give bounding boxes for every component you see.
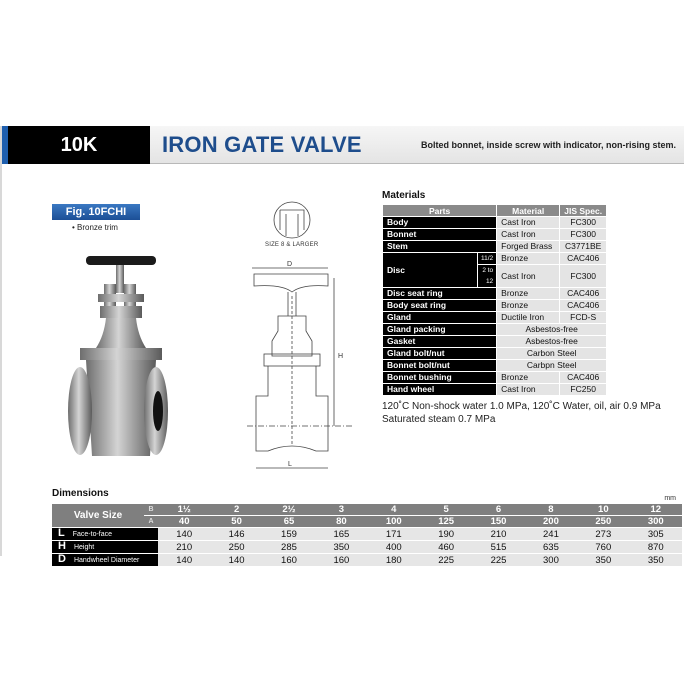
table-row: Body Cast Iron FC300 (383, 217, 606, 228)
page-title: IRON GATE VALVE (162, 131, 362, 157)
table-row: Gland Ductile Iron FCD-S (383, 312, 606, 323)
table-row: Hand wheel Cast Iron FC250 (383, 384, 606, 395)
valve-size-header: Valve Size (52, 504, 144, 527)
table-row: L Face-to-face 140 146 159 165 171 190 210 241 273 305 (52, 528, 682, 540)
dimensions-table: Valve Size B 1½ 2 2½ 3 4 5 6 8 10 12 A 40 50 65 80 100 125 150 200 250 300 L Face-to-face 140 146 159 165 171 190 210 241 273 305 H Height 210 250 285 350 400 460 515 635 760 870 D Handwheel Diameter 140 140 160 160 180 225 225 300 350 350 (52, 503, 682, 567)
table-row: Bonnet bolt/nut Carbpn Steel (383, 360, 606, 371)
pressure-class: 10K (2, 126, 150, 164)
figure-note: • Bronze trim (72, 223, 118, 232)
header-bar (2, 126, 684, 164)
svg-text:H: H (338, 353, 344, 360)
figure-badge: Fig. 10FCHI (52, 204, 140, 220)
pressure-line-2: Saturated steam 0.7 MPa (382, 414, 496, 425)
detail-label: SIZE 8 & LARGER (265, 242, 319, 248)
table-row: Bonnet bushing Bronze CAC406 (383, 372, 606, 383)
table-row: H Height 210 250 285 350 400 460 515 635 760 870 (52, 541, 682, 553)
pressure-rating (382, 400, 661, 426)
table-row: Disc 11/2 Bronze CAC406 (383, 253, 606, 264)
table-row: Gasket Asbestos-free (383, 336, 606, 347)
materials-title: Materials (382, 190, 426, 201)
table-row: Body seat ring Bronze CAC406 (383, 300, 606, 311)
materials-table (382, 204, 607, 396)
col-spec: JIS Spec. (560, 205, 606, 216)
catalog-sheet (0, 126, 682, 566)
dimensions-unit: mm (664, 495, 676, 502)
gate-valve-photo-icon (68, 256, 168, 476)
dimensions-title: Dimensions (52, 488, 109, 499)
col-material: Material (497, 205, 559, 216)
table-row: Gland bolt/nut Carbon Steel (383, 348, 606, 359)
table-row: Gland packing Asbestos-free (383, 324, 606, 335)
header-title-area (150, 126, 684, 164)
table-row: Bonnet Cast Iron FC300 (383, 229, 606, 240)
table-row: D Handwheel Diameter 140 140 160 160 180 225 225 300 350 350 (52, 554, 682, 566)
pressure-line-1: 120˚C Non-shock water 1.0 MPa, 120˚C Water, oil, air 0.9 MPa (382, 401, 661, 412)
valve-technical-drawing (242, 196, 372, 481)
dim-d-label: D (287, 261, 293, 268)
svg-text:L: L (288, 461, 292, 468)
table-row: Disc seat ring Bronze CAC406 (383, 288, 606, 299)
table-row: Stem Forged Brass C3771BE (383, 241, 606, 252)
table-row: 2 to 12 Cast Iron FC300 (383, 265, 606, 287)
col-parts: Parts (383, 205, 496, 216)
header-subtitle: Bolted bonnet, inside screw with indicator, non-rising stem. (420, 139, 676, 150)
